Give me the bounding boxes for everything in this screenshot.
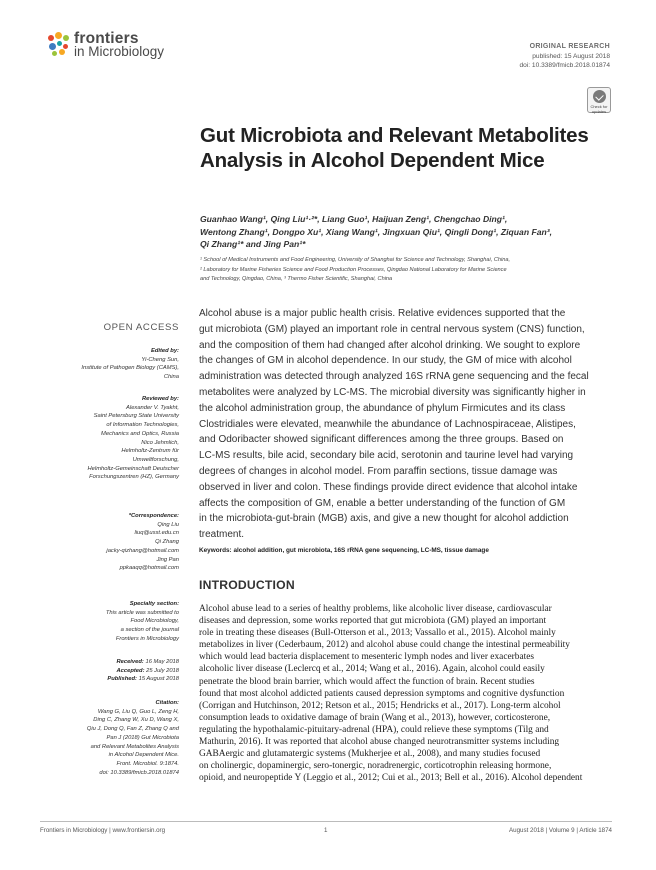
editor-line[interactable]: Yi-Cheng Sun, (141, 356, 179, 363)
specialty-line: Food Microbiology, (130, 618, 179, 625)
abstract-line: Clostridiales were elevated, meanwhile the abundance of Lachnospiraceae, Alistipes, (199, 418, 576, 430)
dates-block (40, 658, 179, 684)
reviewer-line: Mechanics and Optics, Russia (101, 430, 179, 437)
editor-line: Institute of Pathogen Biology (CAMS), (81, 365, 179, 372)
published-date: 15 August 2018 (138, 676, 179, 683)
citation-line: Ding C, Zhang W, Xu D, Wang X, (93, 717, 179, 724)
received-label: Received: (116, 659, 144, 665)
reviewer-line: of Information Technologies, (106, 422, 179, 429)
abstract-line: administration was detected through analyzed 16S rRNA gene sequencing and the fecal (199, 371, 589, 383)
abstract (199, 306, 612, 543)
abstract-line: the changes of GM in alcohol dependence. In our study, the GM of mice with alcohol (199, 355, 572, 367)
correspondence-block (40, 512, 179, 573)
intro-line: role in treating these diseases (Bull-Otterson et al., 2013; Vassallo et al., 2015). Alcohol mainly (199, 628, 556, 639)
citation-line: Qiu J, Dong Q, Fan Z, Zhang Q and (86, 726, 179, 733)
intro-line: on cholinergic, dopaminergic, sero-tonergic, noradrenergic, corticotrophin releasing hormone, (199, 761, 552, 772)
logo-journal-name: in Microbiology (74, 44, 165, 59)
intro-line: Mathurin, 2016). It was reported that alcohol abuse changed neurotransmitter systems including (199, 737, 560, 748)
specialty-line: Frontiers in Microbiology (115, 635, 179, 642)
published-label: Published: (107, 676, 137, 683)
journal-logo[interactable] (48, 32, 164, 58)
intro-line: opioid, and neuropeptide Y (Leggio et al., 2012; Cui et al., 2013; Bell et al., 2016). Alcohol dependent (199, 773, 583, 784)
reviewed-by-block (40, 395, 179, 482)
reviewer-line: Umweltforschung, (132, 456, 179, 463)
published-date: published: 15 August 2018 (532, 52, 610, 60)
abstract-line: degrees of changes in alcohol model. From paraffin sections, tissue damage was (199, 465, 558, 477)
citation-block (40, 699, 179, 777)
abstract-line: metabolites were analyzed by LC-MS. The microbial diversity was significantly higher in (199, 386, 586, 398)
doi-link[interactable]: doi: 10.3389/fmicb.2018.01874 (519, 62, 610, 69)
correspondence-heading: *Correspondence: (128, 513, 179, 519)
edited-by-block (40, 347, 179, 382)
reviewer-line: Saint Petersburg State University (93, 413, 179, 420)
check-for-updates-label: Check for updates (590, 104, 608, 114)
citation-line: Pan J (2018) Gut Microbiota (106, 734, 179, 741)
reviewer-line: Forschungszentren (HZ), Germany (89, 474, 179, 481)
intro-line: Alcohol abuse lead to a series of healthy problems, like alcoholic liver disease, cardiovascular (199, 604, 552, 614)
intro-line: consumption leads to oxidative damage of brain (Wang et al., 2013), however, corticosterone, (199, 712, 551, 723)
abstract-line: Alcohol abuse is a major public health crisis. Relative evidences supported that the (199, 308, 566, 319)
intro-line: regulating the hypothalamic-pituitary-adrenal (HPA), could relieve these symptoms (Tilg and (199, 724, 549, 735)
edited-by-heading: Edited by: (150, 348, 179, 354)
author-list (200, 213, 620, 251)
logo-name: frontiers (74, 30, 139, 47)
introduction-heading: INTRODUCTION (199, 578, 295, 592)
reviewer-line[interactable]: Nico Jehmlich, (141, 439, 179, 446)
intro-line: diseases and depression, some works reported that gut microbiota (GM) played an important (199, 616, 547, 627)
introduction-body (199, 603, 612, 784)
page-number: 1 (324, 827, 328, 834)
affiliations (200, 256, 625, 285)
intro-line: penetrate the blood brain barrier, which would affect the function of brain. Recent studies (199, 676, 535, 687)
abstract-line: treatment. (199, 529, 245, 541)
correspondent-email[interactable]: ppkaaqq@hotmail.com (119, 565, 179, 572)
author-line[interactable]: Wentong Zhang¹, Dongpo Xu¹, Xiang Wang¹, Jingxuan Qiu¹, Qingli Dong¹, Ziquan Fan³, (200, 226, 552, 237)
affiliation-line: and Technology, Qingdao, China, ³ Thermo Fisher Scientific, Shanghai, China (200, 276, 393, 283)
check-for-updates-button[interactable] (587, 87, 611, 113)
abstract-line: in the microbiota-gut-brain (MGB) axis, and give a new thought for alcohol addiction (199, 513, 569, 525)
abstract-line: and the composition of them had changed after alcohol drinking. We sought to explore (199, 339, 581, 351)
correspondent-email[interactable]: jacky-qizhang@hotmail.com (106, 547, 179, 554)
specialty-line: a section of the journal (120, 627, 179, 634)
accepted-label: Accepted: (116, 667, 145, 674)
specialty-section-block (40, 600, 179, 644)
intro-line: alcoholic liver disease (Leclercq et al., 2014; Wang et al., 2016). Again, alcohol could easily (199, 664, 545, 675)
author-line[interactable]: Guanhao Wang¹, Qing Liu¹·²*, Liang Guo¹, Haijuan Zeng¹, Chengchao Ding¹, (200, 214, 508, 224)
abstract-line: affects the composition of GM, enable a better understanding of the function of GM (199, 497, 566, 509)
frontiers-logo-icon (48, 32, 70, 58)
reviewer-line: Helmholtz-Zentrum für (121, 448, 179, 455)
intro-line: (Corrigan and Hutchinson, 2012; Retson et al., 2015; Hendricks et al., 2017). Long-term alcohol (199, 700, 561, 711)
citation-heading: Citation: (155, 700, 179, 706)
article-title: Gut Microbiota and Relevant Metabolites Analysis in Alcohol Dependent Mice (200, 124, 589, 172)
intro-line: found that most alcohol addicted patients caused depression symptoms and cognitive dysfunction (199, 688, 565, 699)
citation-line: Wang G, Liu Q, Guo L, Zeng H, (97, 708, 179, 715)
correspondent-name: Qi Zhang (155, 539, 179, 546)
article-meta (519, 42, 610, 71)
checkmark-icon (593, 90, 606, 103)
citation-line: and Relevant Metabolites Analysis (90, 743, 179, 750)
correspondent-name: Jing Pan (156, 556, 179, 563)
editor-line: China (163, 374, 179, 381)
correspondent-email[interactable]: liuq@usst.edu.cn (134, 530, 179, 537)
abstract-line: and Odoribacter showed significant differences among the three groups. Based on (199, 434, 564, 446)
specialty-heading: Specialty section: (129, 601, 179, 607)
keywords (199, 546, 612, 555)
affiliation-line: ² Laboratory for Marine Fisheries Science and Food Production Processes, Qingdao National Laboratory for Marine Science (200, 266, 507, 273)
reviewed-by-heading: Reviewed by: (141, 396, 179, 402)
footer-divider (40, 821, 612, 822)
intro-line: which would lead bacteria displacement to mesenteric lymph nodes and liver exacerbates (199, 652, 535, 663)
correspondent-name: Qing Liu (157, 521, 179, 528)
citation-line: in Alcohol Dependent Mice. (108, 752, 179, 759)
intro-line: GABAergic and glutamatergic systems (Mukherjee et al., 2008), and many studies focused (199, 749, 541, 760)
article-type: ORIGINAL RESEARCH (529, 43, 610, 50)
author-line[interactable]: Qi Zhang¹* and Jing Pan¹* (200, 239, 306, 250)
affiliation-line: ¹ School of Medical Instruments and Food Engineering, University of Shanghai for Science and Technology, Shanghai, China, (200, 257, 511, 263)
citation-line: Front. Microbiol. 9:1874. (116, 760, 179, 767)
reviewer-line[interactable]: Alexander V. Tyakht, (126, 404, 179, 411)
accepted-date: 25 July 2018 (146, 667, 179, 674)
open-access-label: OPEN ACCESS (103, 322, 179, 333)
reviewer-line: Helmholtz-Gemeinschaft Deutscher (87, 465, 179, 472)
abstract-line: LC-MS results, bile acid, secondary bile acid, serotonin and taurine level had varying (199, 450, 574, 462)
specialty-line: This article was submitted to (105, 609, 179, 616)
intro-line: metabolizes in liver (Cederbaum, 2012) and alcohol abuse could change the intestinal permeability (199, 640, 570, 651)
keywords-label: Keywords: (199, 547, 232, 554)
keywords-list: alcohol addition, gut microbiota, 16S rRNA gene sequencing, LC-MS, tissue damage (233, 547, 489, 554)
abstract-line: the alcohol administration group, the abundance of phylum Firmicutes and its class (199, 402, 566, 414)
received-date: 16 May 2018 (145, 659, 179, 665)
footer-journal-link[interactable]: Frontiers in Microbiology | www.frontiersin.org (40, 827, 166, 834)
citation-doi[interactable]: doi: 10.3389/fmicb.2018.01874 (99, 769, 179, 776)
abstract-line: observed in liver and colon. These findings provide direct evidence that alcohol intake (199, 481, 578, 493)
abstract-line: gut microbiota (GM) played an important role in central nervous system (CNS) function, (199, 323, 585, 335)
footer-volume: August 2018 | Volume 9 | Article 1874 (509, 827, 612, 834)
